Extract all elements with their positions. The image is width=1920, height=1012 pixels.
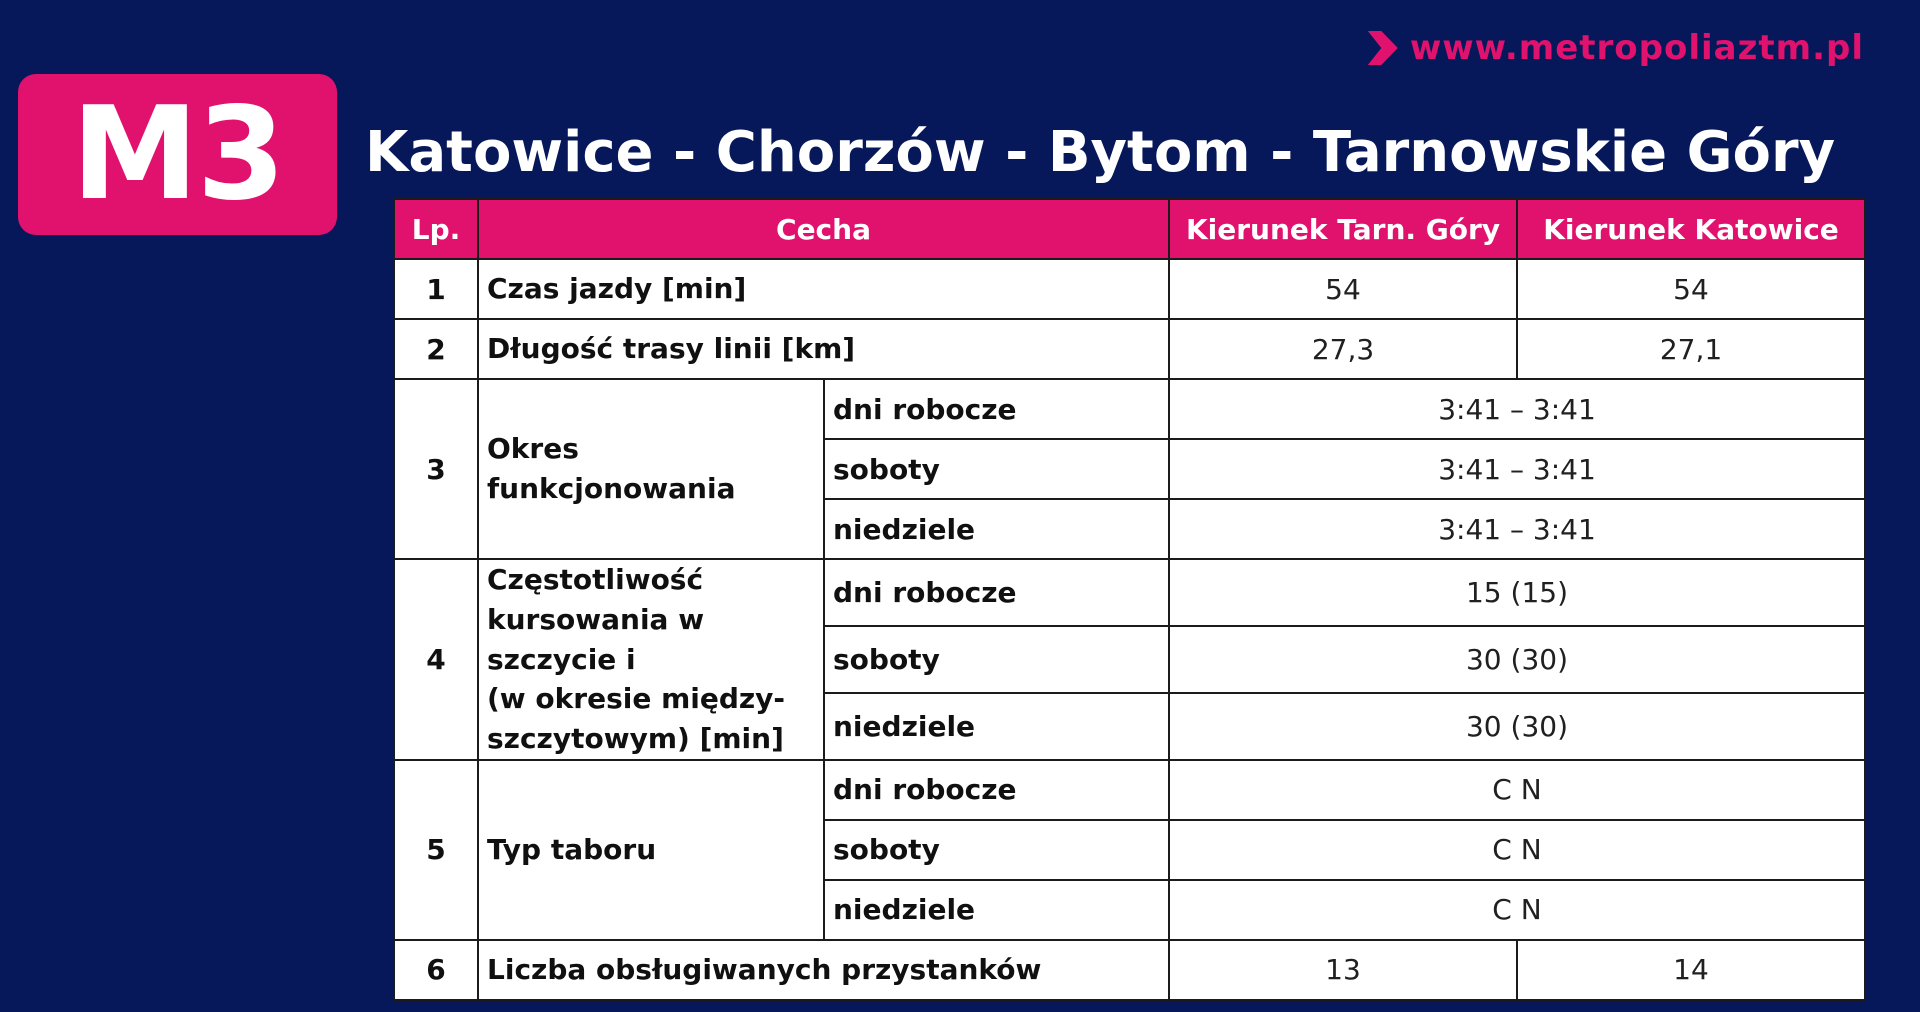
feature-label: Liczba obsługiwanych przystanków (478, 940, 1169, 1000)
website-url[interactable]: www.metropoliaztm.pl (1409, 28, 1864, 68)
value-direction-2: 14 (1517, 940, 1865, 1000)
feature-label-line: szczytowym) [min] (487, 722, 784, 755)
row-number: 2 (394, 319, 478, 379)
merged-value: 3:41 – 3:41 (1169, 499, 1865, 559)
merged-value: C N (1169, 880, 1865, 940)
value-direction-1: 54 (1169, 259, 1517, 319)
merged-value: 30 (30) (1169, 693, 1865, 760)
table-row (394, 559, 1865, 626)
row-number: 6 (394, 940, 478, 1000)
feature-label-line: (w okresie między- (487, 682, 786, 716)
table-row (394, 379, 1865, 439)
feature-label: Typ taboru (478, 760, 824, 940)
route-info-table-wrapper (393, 198, 1864, 987)
table-row (394, 760, 1865, 820)
table-header-row (394, 199, 1865, 259)
value-direction-1: 27,3 (1169, 319, 1517, 379)
table-row (394, 940, 1865, 1000)
feature-label-line: Częstotliwość (487, 563, 704, 596)
feature-label: Czas jazdy [min] (478, 259, 1169, 319)
value-direction-1: 13 (1169, 940, 1517, 1000)
subfeature-label: niedziele (824, 693, 1169, 760)
merged-value: 3:41 – 3:41 (1169, 439, 1865, 499)
row-number: 5 (394, 760, 478, 940)
subfeature-label: soboty (824, 439, 1169, 499)
route-title: Katowice - Chorzów - Bytom - Tarnowskie Góry (365, 120, 1836, 185)
website-link[interactable] (1368, 28, 1864, 68)
merged-value: C N (1169, 760, 1865, 820)
subfeature-label: niedziele (824, 880, 1169, 940)
arrow-right-icon (1368, 31, 1398, 65)
feature-label (478, 559, 824, 760)
feature-label-line: kursowania w szczycie i (487, 602, 705, 676)
subfeature-label: soboty (824, 820, 1169, 880)
row-number: 3 (394, 379, 478, 559)
subfeature-label: dni robocze (824, 760, 1169, 820)
table-row (394, 319, 1865, 379)
row-number: 1 (394, 259, 478, 319)
merged-value: 3:41 – 3:41 (1169, 379, 1865, 439)
line-badge: M3 (18, 74, 337, 235)
subfeature-label: dni robocze (824, 559, 1169, 626)
column-header-direction-katowice: Kierunek Katowice (1517, 199, 1865, 259)
column-header-direction-tarnowskie-gory: Kierunek Tarn. Góry (1169, 199, 1517, 259)
route-info-table (393, 198, 1866, 1001)
value-direction-2: 27,1 (1517, 319, 1865, 379)
column-header-feature: Cecha (478, 199, 1169, 259)
column-header-lp: Lp. (394, 199, 478, 259)
subfeature-label: niedziele (824, 499, 1169, 559)
table-row (394, 259, 1865, 319)
value-direction-2: 54 (1517, 259, 1865, 319)
feature-label: Długość trasy linii [km] (478, 319, 1169, 379)
feature-label: Okres funkcjonowania (478, 379, 824, 559)
merged-value: C N (1169, 820, 1865, 880)
subfeature-label: soboty (824, 626, 1169, 693)
merged-value: 15 (15) (1169, 559, 1865, 626)
merged-value: 30 (30) (1169, 626, 1865, 693)
subfeature-label: dni robocze (824, 379, 1169, 439)
row-number: 4 (394, 559, 478, 760)
